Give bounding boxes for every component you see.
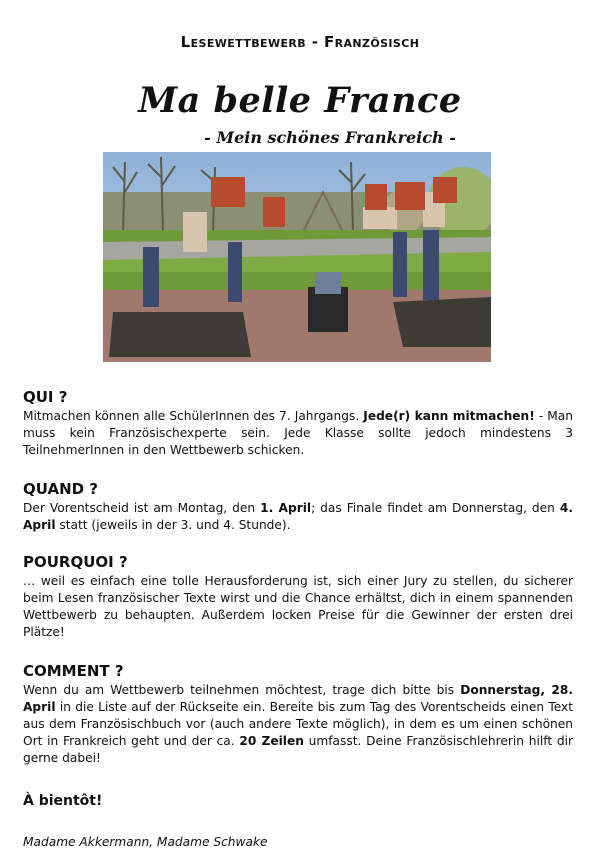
section-text: Wenn du am Wettbewerb teilnehmen möchtest, trage dich bitte bis Donnerstag, 28. April in die Liste auf der Rückseite ein. Bereite bis zum Tag des Vorentscheids einen Text aus dem Französischbuch vor (auch andere Texte möglich), in dem es um einen schönen Ort in Frankreich geht und der ca. 20 Zeilen umfasst. Deine Französischlehrerin hilft dir gerne dabei! <box>23 683 573 765</box>
sign-off: À bientôt! <box>23 793 103 809</box>
signature: Madame Akkermann, Madame Schwake <box>23 835 268 849</box>
section-quand <box>23 480 573 534</box>
section-heading: QUAND ? <box>23 480 99 498</box>
flyer-subtitle: - Mein schönes Frankreich - <box>204 128 456 147</box>
section-heading: QUI ? <box>23 388 68 406</box>
section-text: Der Vorentscheid ist am Montag, den 1. April; das Finale findet am Donnerstag, den 4. April statt (jeweils in der 3. und 4. Stunde). <box>23 501 573 532</box>
section-text: … weil es einfach eine tolle Herausforderung ist, sich einer Jury zu stellen, du sicherer beim Lesen französischer Texte wirst und die Chance erhältst, dich in einem spannenden Wettbewerb zu behaupten. Außerdem locken Preise für die Gewinner der ersten drei Plätze! <box>23 574 573 639</box>
students-posing-with-books-photo-icon <box>103 152 491 362</box>
flyer-title: Ma belle France <box>138 80 462 121</box>
students-photo <box>103 152 491 362</box>
flyer-kicker: Lesewettbewerb - Französisch <box>180 33 420 51</box>
section-text: Mitmachen können alle SchülerInnen des 7. Jahrgangs. Jede(r) kann mitmachen! - Man muss kein Französischexperte sein. Jede Klasse sollte jedoch mindestens 3 TeilnehmerInnen in den Wettbewerb schicken. <box>23 409 573 457</box>
section-pourquoi <box>23 553 573 641</box>
section-heading: POURQUOI ? <box>23 553 128 571</box>
section-heading: COMMENT ? <box>23 662 124 680</box>
section-comment <box>23 662 573 767</box>
section-qui <box>23 388 573 459</box>
